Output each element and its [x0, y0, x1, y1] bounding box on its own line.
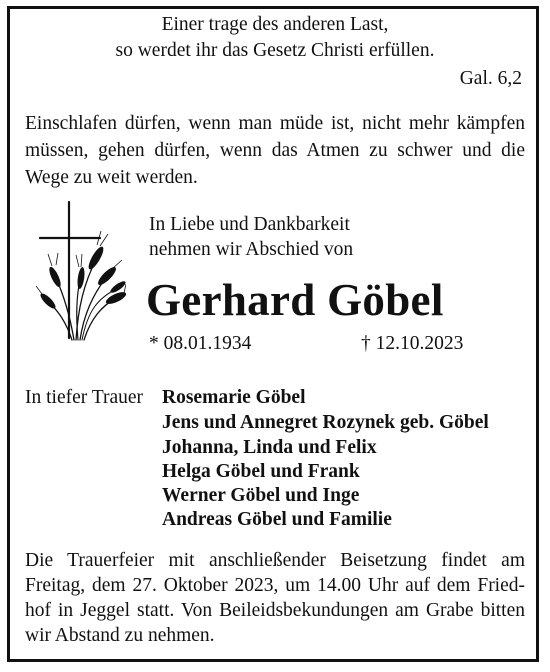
- funeral-line-3: hof in Jeggel statt. Von Beileidsbekundungen am Grabe bitten: [25, 600, 525, 621]
- verse-line-1: Einer trage des anderen Last,: [161, 14, 389, 35]
- verse-reference: Gal. 6,2: [459, 68, 522, 89]
- mourner-name: Jens und Annegret Rozynek geb. Göbel: [162, 412, 489, 433]
- funeral-line-4: wir Abstand zu nehmen.: [25, 625, 215, 646]
- mourner-name: Andreas Göbel und Familie: [162, 509, 392, 530]
- cross-with-grain-ears-icon: [36, 198, 126, 348]
- quote-line-1: Einschlafen dürfen, wenn man müde ist, nicht mehr kämpfen: [25, 113, 525, 134]
- death-date: † 12.10.2023: [361, 333, 464, 354]
- intro-line-1: In Liebe und Dankbarkeit: [149, 214, 350, 235]
- quote-line-3: Wege zu weit werden.: [25, 167, 198, 188]
- mourner-name: Werner Göbel und Inge: [162, 485, 360, 506]
- birth-date: * 08.01.1934: [149, 333, 252, 354]
- intro-line-2: nehmen wir Abschied von: [149, 239, 354, 260]
- verse-line-2: so werdet ihr das Gesetz Christi erfüllen.: [115, 40, 435, 61]
- mourner-name: Helga Göbel und Frank: [162, 461, 360, 482]
- funeral-line-2: Freitag, dem 27. Oktober 2023, um 14.00 Uhr auf dem Fried-: [25, 575, 525, 596]
- deceased-name: Gerhard Göbel: [146, 275, 444, 325]
- quote-line-2: müssen, gehen dürfen, wenn das Atmen zu schwer und die: [25, 140, 525, 161]
- mourner-name: Johanna, Linda und Felix: [162, 437, 377, 458]
- mourners-label: In tiefer Trauer: [25, 387, 144, 408]
- mourner-name: Rosemarie Göbel: [162, 387, 306, 408]
- funeral-line-1: Die Trauerfeier mit anschließender Beisetzung findet am: [25, 550, 525, 571]
